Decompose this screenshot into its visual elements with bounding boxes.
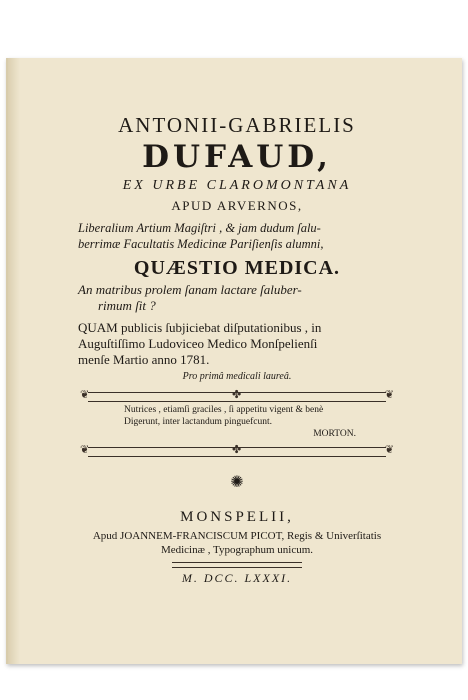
imprint-date: M. DCC. LXXXI. [181,571,293,585]
scroll-ornament-icon: ❦ [384,389,394,401]
binding-edge [6,58,20,664]
author-last-name: DUFAUD, [142,139,332,175]
defense-line-2: Auguſtiſſimo Ludoviceo Medico Monſpelienſi [78,336,318,351]
author-region: APUD ARVERNOS, [171,198,303,213]
flower-ornament-icon: ✺ [230,474,244,491]
top-ornament-rule [80,389,394,402]
imprint-place: MONSPELII, [180,509,294,525]
scroll-ornament-icon: ❦ [80,444,90,456]
author-city: EX URBE CLAROMONTANA [122,178,352,193]
epigraph-author: MORTON. [313,429,356,439]
scroll-ornament-icon: ❦ [80,389,90,401]
epigraph-line-1: Nutrices , etiamſi graciles , ſi appetitu vigent & benè [124,405,324,415]
author-bio-line-2: berrimæ Facultatis Medicinæ Pariſienſis alumni, [78,237,324,251]
title-page-text [78,112,396,585]
question-title: QUÆSTIO MEDICA. [133,257,341,279]
imprint-rule [172,562,302,568]
printer-line-2: Medicinæ , Typographum unicum. [160,544,314,556]
author-bio-line-1: Liberalium Artium Magiſtri , & jam dudum ſalu- [78,221,321,235]
epigraph-line-2: Digerunt, inter lactandum pinguefcunt. [124,417,272,427]
author-first-name: ANTONII-GABRIELIS [118,113,356,137]
question-line-1: An matribus prolem ſanam lactare ſaluber- [78,282,302,297]
knot-ornament-icon: ✤ [232,444,242,456]
question-line-2: rimum ſit ? [98,298,156,313]
bottom-ornament-rule [80,444,394,457]
scroll-ornament-icon: ❦ [384,444,394,456]
first-prize-note: Pro primâ medicali laureâ. [182,371,292,382]
printer-line-1: Apud JOANNEM-FRANCISCUM PICOT, Regis & Univerſitatis [92,530,382,542]
defense-line-1: QUAM publicis ſubjiciebat diſputationibus , in [78,320,322,335]
defense-line-3: menſe Martio anno 1781. [78,352,210,367]
knot-ornament-icon: ✤ [232,389,242,401]
